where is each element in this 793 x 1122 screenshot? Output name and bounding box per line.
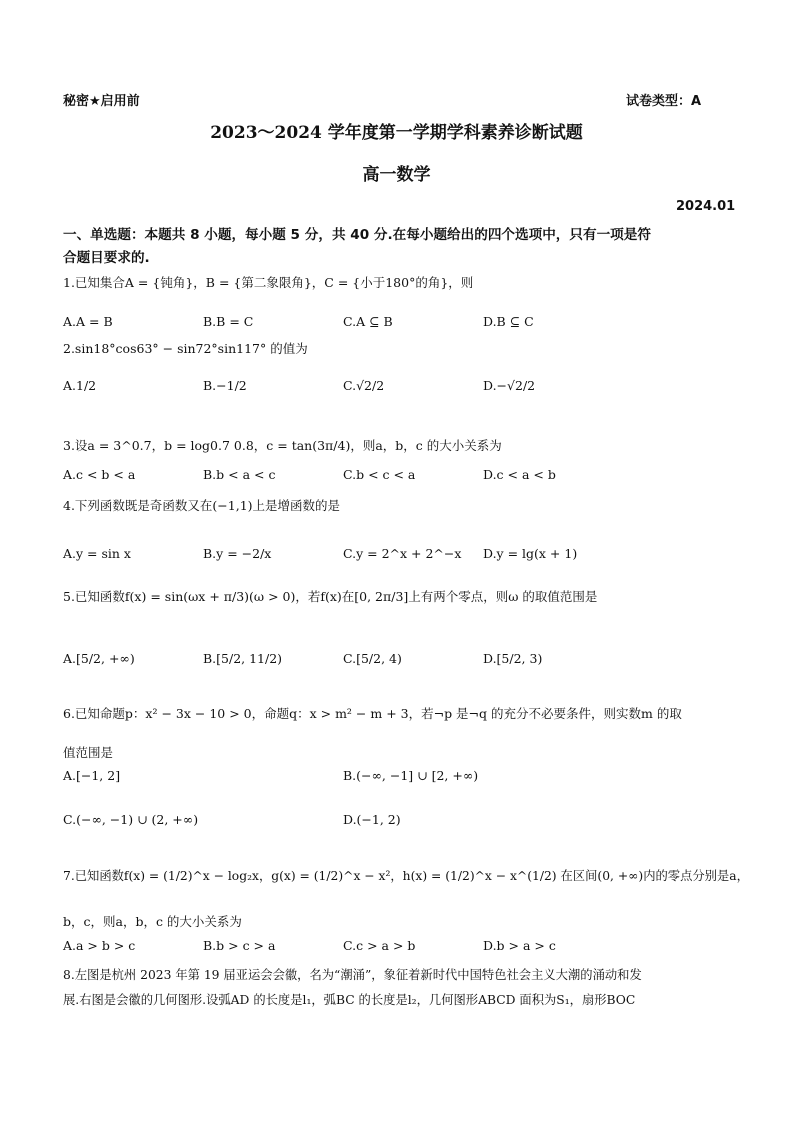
question-3-option-c: C.b < c < a	[343, 467, 416, 482]
section-heading-line1: 一、单选题：本题共 8 小题，每小题 5 分，共 40 分.在每小题给出的四个选项中，只有一项是符	[63, 227, 651, 243]
question-1-option-c: C.A ⊆ B	[343, 314, 393, 329]
question-3-option-d: D.c < a < b	[483, 467, 556, 482]
question-6-option-b: B.(−∞, −1] ∪ [2, +∞)	[343, 768, 479, 783]
question-7-stem-line2: b，c，则a，b，c 的大小关系为	[63, 914, 242, 929]
question-7-option-c: C.c > a > b	[343, 938, 416, 953]
question-4-option-d: D.y = lg(x + 1)	[483, 546, 578, 561]
question-5-stem: 5.已知函数f(x) = sin(ωx + π/3)(ω > 0)，若f(x)在[0, 2π/3]上有两个零点，则ω 的取值范围是	[63, 589, 598, 604]
question-8-stem-line2: 展.右图是会徽的几何图形.设弧AD 的长度是l₁，弧BC 的长度是l₂，几何图形ABCD 面积为S₁，扇形BOC	[63, 993, 636, 1007]
question-1-option-a: A.A = B	[63, 314, 113, 329]
section-heading-line2: 合题目要求的.	[63, 250, 150, 266]
question-4-option-b: B.y = −2/x	[203, 546, 272, 561]
question-6-stem-line1: 6.已知命题p：x² − 3x − 10 > 0，命题q：x > m² − m + 3，若¬p 是¬q 的充分不必要条件，则实数m 的取	[63, 706, 682, 721]
question-1-option-b: B.B = C	[203, 314, 254, 329]
question-2-option-c: C.√2/2	[343, 378, 385, 393]
exam-title: 2023～2024 学年度第一学期学科素养诊断试题	[210, 123, 583, 143]
question-2-stem: 2.sin18°cos63° − sin72°sin117° 的值为	[63, 341, 308, 356]
question-6-option-c: C.(−∞, −1) ∪ (2, +∞)	[63, 812, 199, 827]
question-7-option-a: A.a > b > c	[63, 938, 136, 953]
question-5-option-a: A.[5/2, +∞)	[63, 651, 135, 666]
question-2-option-d: D.−√2/2	[483, 378, 536, 393]
question-2-option-a: A.1/2	[63, 378, 97, 393]
question-6-option-d: D.(−1, 2)	[343, 812, 401, 827]
question-5-option-d: D.[5/2, 3)	[483, 651, 543, 666]
question-3-stem: 3.设a = 3^0.7，b = log0.7 0.8，c = tan(3π/4)，则a，b，c 的大小关系为	[63, 438, 502, 453]
question-6-stem-line2: 值范围是	[63, 745, 114, 760]
question-1-option-d: D.B ⊆ C	[483, 314, 534, 329]
question-7-option-b: B.b > c > a	[203, 938, 276, 953]
question-5-option-c: C.[5/2, 4)	[343, 651, 402, 666]
question-2-option-b: B.−1/2	[203, 378, 247, 393]
question-4-stem: 4.下列函数既是奇函数又在(−1,1)上是增函数的是	[63, 498, 341, 513]
question-4-option-c: C.y = 2^x + 2^−x	[343, 546, 462, 561]
question-7-stem-line1: 7.已知函数f(x) = (1/2)^x − log₂x，g(x) = (1/2)^x − x²，h(x) = (1/2)^x − x^(1/2) 在区间(0, +∞)内的零点分别是a，	[63, 869, 749, 883]
subject-title: 高一数学	[362, 165, 431, 185]
question-7-option-d: D.b > a > c	[483, 938, 556, 953]
paper-type: 试卷类型：A	[626, 94, 702, 109]
question-1-stem: 1.已知集合A = {钝角}，B = {第二象限角}，C = {小于180°的角}，则	[63, 275, 474, 290]
secret-label: 秘密★启用前	[63, 94, 140, 109]
question-3-option-a: A.c < b < a	[63, 467, 136, 482]
exam-date: 2024.01	[676, 199, 736, 214]
question-3-option-b: B.b < a < c	[203, 467, 276, 482]
question-4-option-a: A.y = sin x	[63, 546, 131, 561]
question-5-option-b: B.[5/2, 11/2)	[203, 651, 283, 666]
question-8-stem-line1: 8.左图是杭州 2023 年第 19 届亚运会会徽，名为“潮涌”，象征着新时代中国特色社会主义大潮的涌动和发	[63, 968, 642, 982]
question-6-option-a: A.[−1, 2]	[63, 768, 121, 783]
